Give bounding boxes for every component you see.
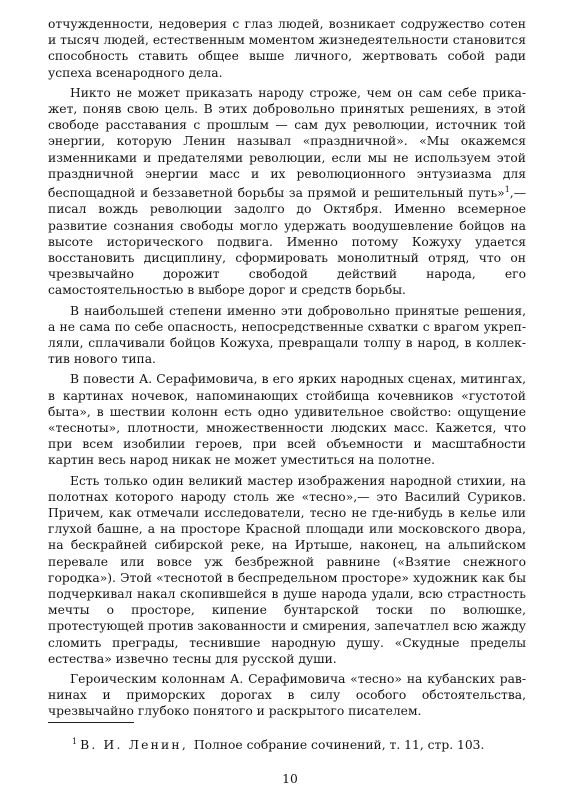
body-text bbox=[48, 16, 526, 720]
paragraph-5: Есть только один великий мастер изображения народной стихии, на полотнах которого народу столь же «тесно»,— это Василий Суриков. Причем, как отмечали исследователи, тесно не где-нибудь в келье или глухой башне, а на просторе Красной площади или московского двора, на бескрайней сибирской реке, на Иртыше, наконец, на альпийском перевале или вовсе уж безбрежной равнине («Взятие снежного городка»). Этой «теснотой в беспредельном просторе» художник как бы подчеркивал накал скопившейся в душе народа удали, всю страстность мечты о просторе, кипение бунтарской тоски по волюшке, протестующей против закованности и смирения, запечатлел всю жажду сломить преграды, теснившие народную душу. «Скудные пределы естества» извечно тесны для русской души. bbox=[48, 473, 526, 666]
footnote-text: Полное собрание сочинений, т. 11, стр. 103. bbox=[193, 738, 485, 753]
footnote-reference: 1 bbox=[504, 185, 510, 195]
paragraph-1: отчужденности, недоверия с глаз людей, возникает содружество сотен и тысяч людей, естественным моментом жизнедеятельности становится способность ставить общее выше личного, жертвовать собой ради успеха всенародного дела. bbox=[48, 17, 526, 80]
paragraph-4: В повести А. Серафимовича, в его ярких народных сценах, митингах, в картинах ночевок, напоминающих стойбища кочевников «густотой быта», в шествии колонн есть одно удивительное свойство: ощущение «тесноты», плотности, множественности людских масс. Кажется, что при всем изобилии героев, при всей объемности и масштабности картин весь народ никак не может уместиться на полотне. bbox=[48, 372, 526, 468]
paragraph-6: Героическим колоннам А. Серафимовича «тесно» на кубанских равнинах и приморских дорогах в силу особого обстоятельства, чрезвычайно глубоко понятого и раскрытого писателем. bbox=[48, 672, 526, 719]
paragraph-3: В наибольшей степени именно эти добровольно принятые решения, а не сама по себе опасность, непосредственные схватки с врагом укрепляли, сплачивали бойцов Кожуха, превращали толпу в народ, в коллектив нового типа. bbox=[48, 303, 526, 367]
paragraph-2-text: Никто не может приказать народу строже, чем он сам себе прикажет, поняв свою цель. В этих добровольно принятых решениях, в этой свободе расставания с прошлым — сам дух революции, источник той энергии, которую Ленин называл «праздничной». «Мы окажемся изменниками и предателями революции, если мы не используем этой праздничной энергии масс и их революционного энтузиазма для беспощадной и беззаветной борьбы за прямой и решительный путь» bbox=[48, 85, 526, 201]
footnote-divider bbox=[48, 722, 134, 723]
footnote bbox=[72, 734, 532, 753]
footnote-marker: 1 bbox=[72, 737, 78, 746]
paragraph-2 bbox=[48, 85, 526, 299]
paragraph-2-continuation: ,— писал вождь революции задолго до Октября. Именно всемерное развитие сознания свободы могло удержать воодушевление бойцов на высоте исторического подвига. Именно потому Кожуху удается восстановить дисциплину, сформировать монолитный отряд, что он чрезвычайно дорожит свободой действий народа, его самостоятельностью в выборе дорог и средств борьбы. bbox=[48, 186, 526, 298]
page-number: 10 bbox=[282, 772, 298, 786]
footnote-author: В. И. Ленин, bbox=[80, 738, 188, 753]
